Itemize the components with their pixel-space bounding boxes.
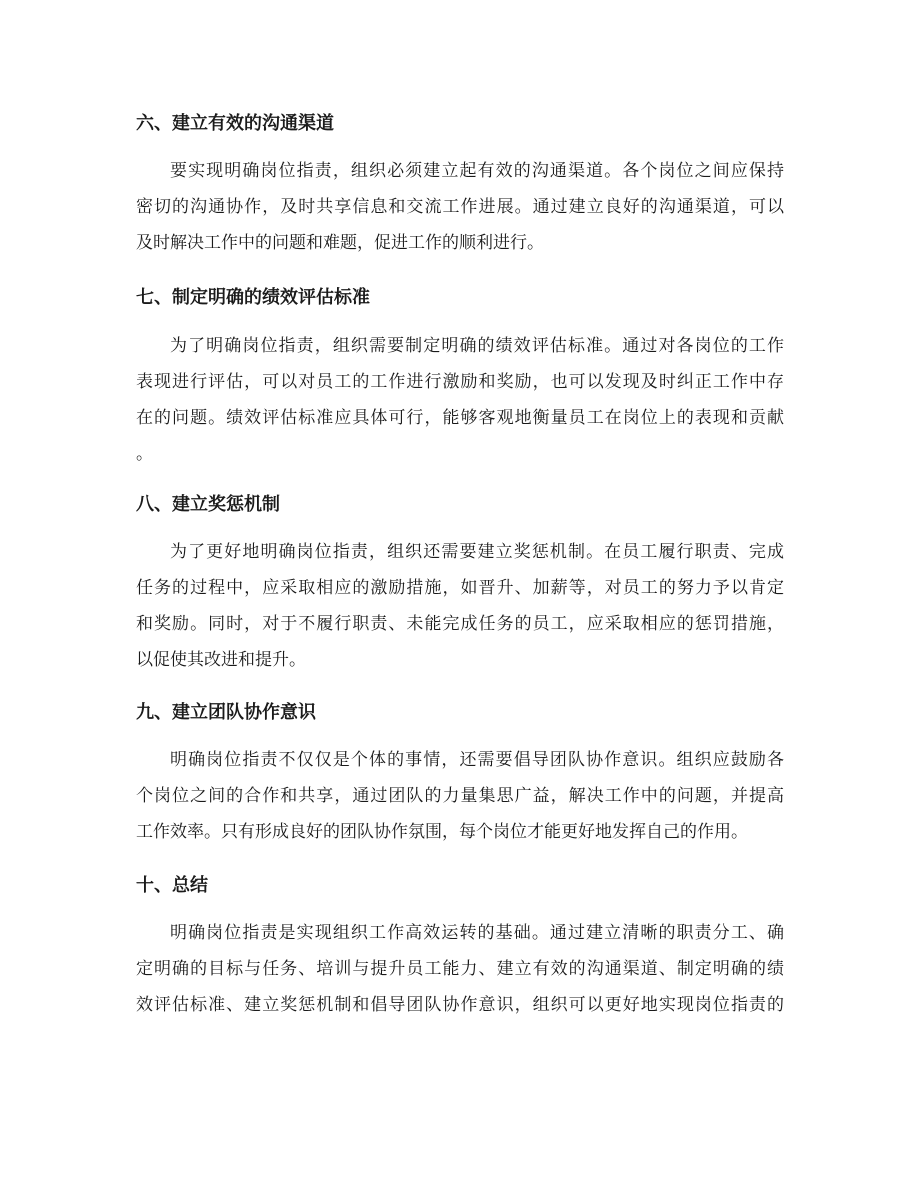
paragraph-line: 效评估标准、建立奖惩机制和倡导团队协作意识，组织可以更好地实现岗位指责的 xyxy=(136,995,784,1015)
section-paragraph-8 xyxy=(136,534,784,678)
section-paragraph-6 xyxy=(136,153,784,261)
paragraph-line: 要实现明确岗位指责，组织必须建立起有效的沟通渠道。各个岗位之间应保持 xyxy=(170,161,784,181)
paragraph-line: 及时解决工作中的问题和难题，促进工作的顺利进行。 xyxy=(136,233,544,253)
paragraph-line: 为了明确岗位指责，组织需要制定明确的绩效评估标准。通过对各岗位的工作 xyxy=(170,336,784,356)
paragraph-line: 以促使其改进和提升。 xyxy=(136,650,306,670)
section-heading-6: 六、建立有效的沟通渠道 xyxy=(136,113,334,134)
section-heading-9: 九、建立团队协作意识 xyxy=(136,702,316,723)
paragraph-line: 在的问题。绩效评估标准应具体可行，能够客观地衡量员工在岗位上的表现和贡献 xyxy=(136,408,784,428)
paragraph-line: 和奖励。同时，对于不履行职责、未能完成任务的员工，应采取相应的惩罚措施， xyxy=(136,614,784,634)
paragraph-line: 明确岗位指责是实现组织工作高效运转的基础。通过建立清晰的职责分工、确 xyxy=(170,923,784,943)
paragraph-line: 明确岗位指责不仅仅是个体的事情，还需要倡导团队协作意识。组织应鼓励各 xyxy=(170,750,784,770)
paragraph-line: 任务的过程中，应采取相应的激励措施，如晋升、加薪等，对员工的努力予以肯定 xyxy=(136,578,784,598)
paragraph-line: 密切的沟通协作，及时共享信息和交流工作进展。通过建立良好的沟通渠道，可以 xyxy=(136,197,784,217)
paragraph-line: 定明确的目标与任务、培训与提升员工能力、建立有效的沟通渠道、制定明确的绩 xyxy=(136,959,784,979)
section-paragraph-7 xyxy=(136,328,784,472)
paragraph-line: 工作效率。只有形成良好的团队协作氛围，每个岗位才能更好地发挥自己的作用。 xyxy=(136,822,748,842)
paragraph-line: 为了更好地明确岗位指责，组织还需要建立奖惩机制。在员工履行职责、完成 xyxy=(170,542,784,562)
paragraph-line: 个岗位之间的合作和共享，通过团队的力量集思广益，解决工作中的问题，并提高 xyxy=(136,786,784,806)
paragraph-line: 表现进行评估，可以对员工的工作进行激励和奖励，也可以发现及时纠正工作中存 xyxy=(136,372,784,392)
section-heading-10: 十、总结 xyxy=(136,875,208,896)
section-paragraph-9 xyxy=(136,742,784,850)
section-paragraph-10 xyxy=(136,915,784,1023)
section-heading-7: 七、制定明确的绩效评估标准 xyxy=(136,287,370,308)
paragraph-line: 。 xyxy=(136,444,153,464)
section-heading-8: 八、建立奖惩机制 xyxy=(136,494,280,515)
